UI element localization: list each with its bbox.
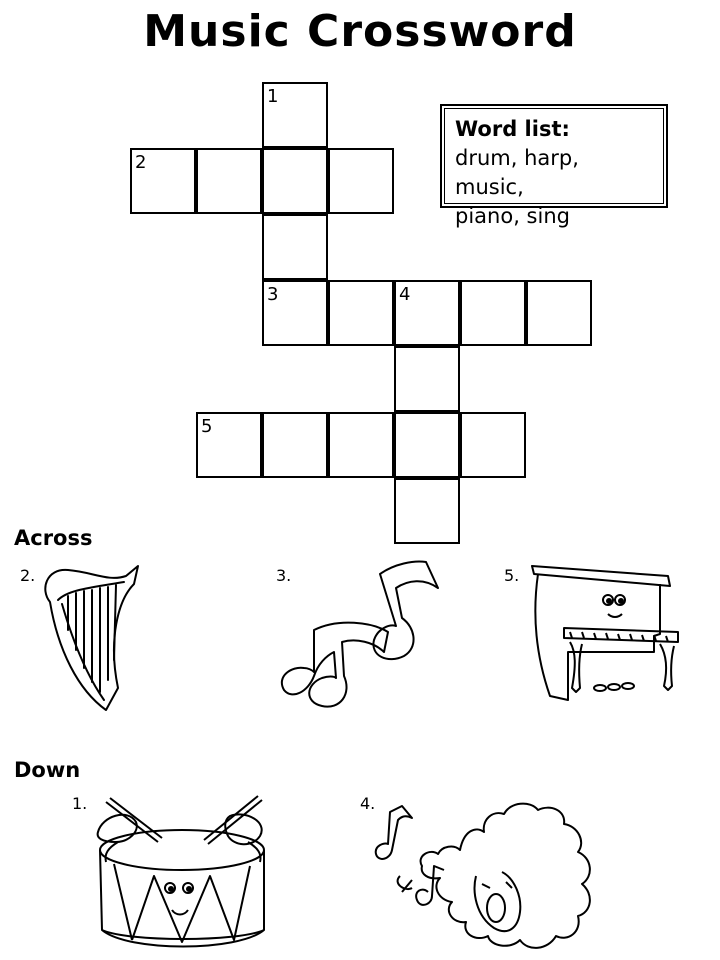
clue-number: 5.	[504, 566, 520, 585]
word-list-box	[440, 104, 668, 228]
cell-number: 4	[399, 284, 411, 305]
drum-icon	[88, 792, 272, 952]
grid-cell[interactable]	[394, 412, 460, 478]
grid-cell[interactable]	[262, 280, 328, 346]
clue-number: 2.	[20, 566, 36, 585]
across-heading: Across	[14, 526, 93, 550]
grid-cell[interactable]	[262, 412, 328, 478]
cell-number: 5	[201, 416, 213, 437]
clue-number: 1.	[72, 794, 88, 813]
piano-icon	[528, 556, 684, 706]
word-list-heading: Word list:	[455, 117, 570, 141]
harp-icon	[38, 560, 148, 718]
page-title: Music Crossword	[143, 6, 577, 57]
grid-cell[interactable]	[394, 346, 460, 412]
grid-cell[interactable]	[460, 412, 526, 478]
grid-cell[interactable]	[196, 412, 262, 478]
cell-number: 1	[267, 86, 279, 107]
cell-number: 3	[267, 284, 279, 305]
clue-number: 4.	[360, 794, 376, 813]
grid-cell[interactable]	[328, 412, 394, 478]
grid-cell[interactable]	[460, 280, 526, 346]
grid-cell[interactable]	[394, 478, 460, 544]
grid-cell[interactable]	[328, 148, 394, 214]
grid-cell[interactable]	[262, 214, 328, 280]
grid-cell[interactable]	[526, 280, 592, 346]
grid-cell[interactable]	[196, 148, 262, 214]
music-note-icon	[278, 556, 446, 716]
singing-icon	[372, 796, 642, 956]
word-list-line: drum, harp, music,	[455, 146, 579, 199]
grid-cell[interactable]	[262, 82, 328, 148]
down-heading: Down	[14, 758, 81, 782]
cell-number: 2	[135, 152, 147, 173]
grid-cell[interactable]	[262, 148, 328, 214]
grid-cell[interactable]	[328, 280, 394, 346]
word-list-line: piano, sing	[455, 204, 570, 228]
grid-cell[interactable]	[394, 280, 460, 346]
grid-cell[interactable]	[130, 148, 196, 214]
clue-number: 3.	[276, 566, 292, 585]
